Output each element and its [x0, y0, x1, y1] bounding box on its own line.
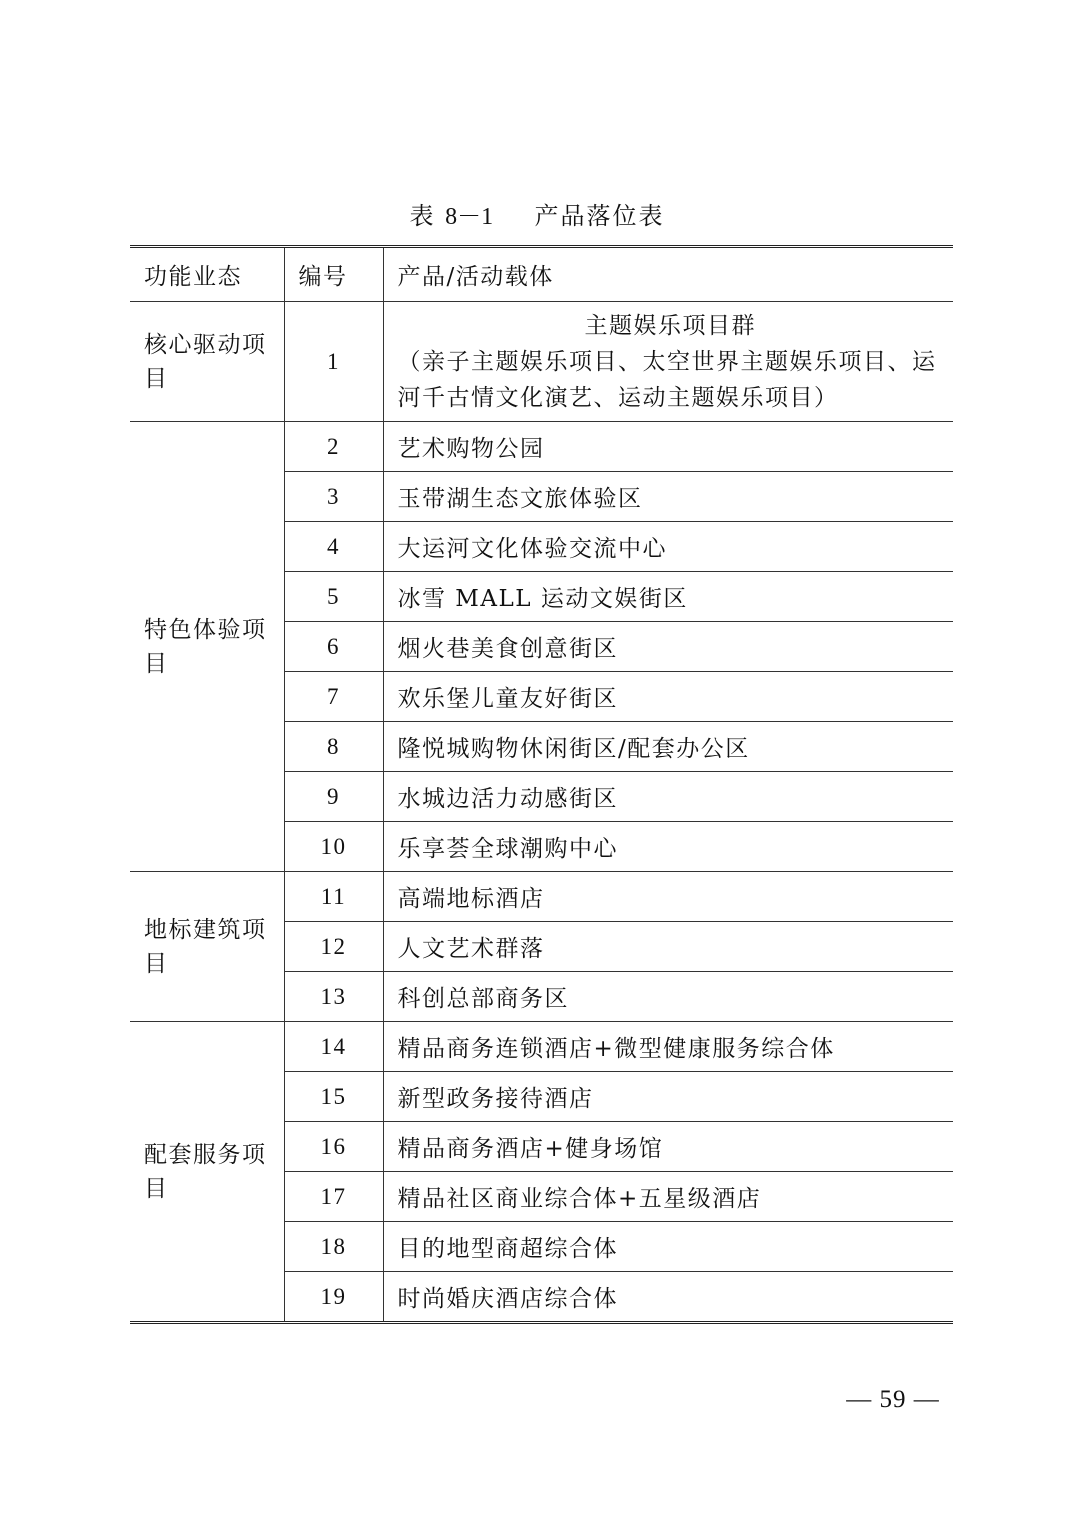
row-number: 7	[284, 672, 383, 722]
product-cell: 科创总部商务区	[383, 972, 953, 1022]
product-cell: 艺术购物公园	[383, 422, 953, 472]
product-group-detail: （亲子主题娱乐项目、太空世界主题娱乐项目、运河千古情文化演艺、运动主题娱乐项目）	[397, 348, 937, 411]
product-cell: 乐享荟全球潮购中心	[383, 822, 953, 872]
row-number: 4	[284, 522, 383, 572]
row-number: 18	[284, 1222, 383, 1272]
row-number: 11	[284, 872, 383, 922]
table-row	[130, 872, 953, 922]
product-cell: 目的地型商超综合体	[383, 1222, 953, 1272]
category-cell: 配套服务项目	[130, 1022, 284, 1323]
row-number: 12	[284, 922, 383, 972]
product-cell: 人文艺术群落	[383, 922, 953, 972]
row-number: 6	[284, 622, 383, 672]
category-cell: 特色体验项目	[130, 422, 284, 872]
header-number: 编号	[284, 247, 383, 302]
product-cell: 玉带湖生态文旅体验区	[383, 472, 953, 522]
row-number: 8	[284, 722, 383, 772]
product-cell: 冰雪 MALL 运动文娱街区	[383, 572, 953, 622]
row-number: 1	[284, 302, 383, 422]
product-cell: 高端地标酒店	[383, 872, 953, 922]
product-placement-table	[130, 245, 953, 1324]
row-number: 19	[284, 1272, 383, 1323]
product-cell: 烟火巷美食创意街区	[383, 622, 953, 672]
category-cell: 地标建筑项目	[130, 872, 284, 1022]
caption-prefix: 表	[409, 202, 436, 230]
product-cell: 新型政务接待酒店	[383, 1072, 953, 1122]
row-number: 14	[284, 1022, 383, 1072]
row-number: 16	[284, 1122, 383, 1172]
row-number: 5	[284, 572, 383, 622]
row-number: 9	[284, 772, 383, 822]
product-cell: 水城边活力动感街区	[383, 772, 953, 822]
product-cell: 精品商务连锁酒店+微型健康服务综合体	[383, 1022, 953, 1072]
row-number: 2	[284, 422, 383, 472]
header-product: 产品/活动载体	[383, 247, 953, 302]
row-number: 10	[284, 822, 383, 872]
product-cell: 隆悦城购物休闲街区/配套办公区	[383, 722, 953, 772]
product-cell	[383, 302, 953, 422]
product-cell: 精品商务酒店+健身场馆	[383, 1122, 953, 1172]
product-cell: 精品社区商业综合体+五星级酒店	[383, 1172, 953, 1222]
product-group-title: 主题娱乐项目群	[584, 312, 756, 339]
category-cell: 核心驱动项目	[130, 302, 284, 422]
table-caption	[0, 198, 1074, 235]
row-number: 13	[284, 972, 383, 1022]
table-row	[130, 302, 953, 422]
product-cell: 时尚婚庆酒店综合体	[383, 1272, 953, 1323]
caption-number: 8－1	[445, 204, 494, 230]
table-row	[130, 1022, 953, 1072]
product-cell: 欢乐堡儿童友好街区	[383, 672, 953, 722]
product-cell: 大运河文化体验交流中心	[383, 522, 953, 572]
table-row	[130, 422, 953, 472]
row-number: 3	[284, 472, 383, 522]
row-number: 17	[284, 1172, 383, 1222]
page-number: — 59 —	[846, 1386, 940, 1413]
header-category: 功能业态	[130, 247, 284, 302]
table-header-row	[130, 247, 953, 302]
caption-title: 产品落位表	[534, 202, 665, 230]
row-number: 15	[284, 1072, 383, 1122]
